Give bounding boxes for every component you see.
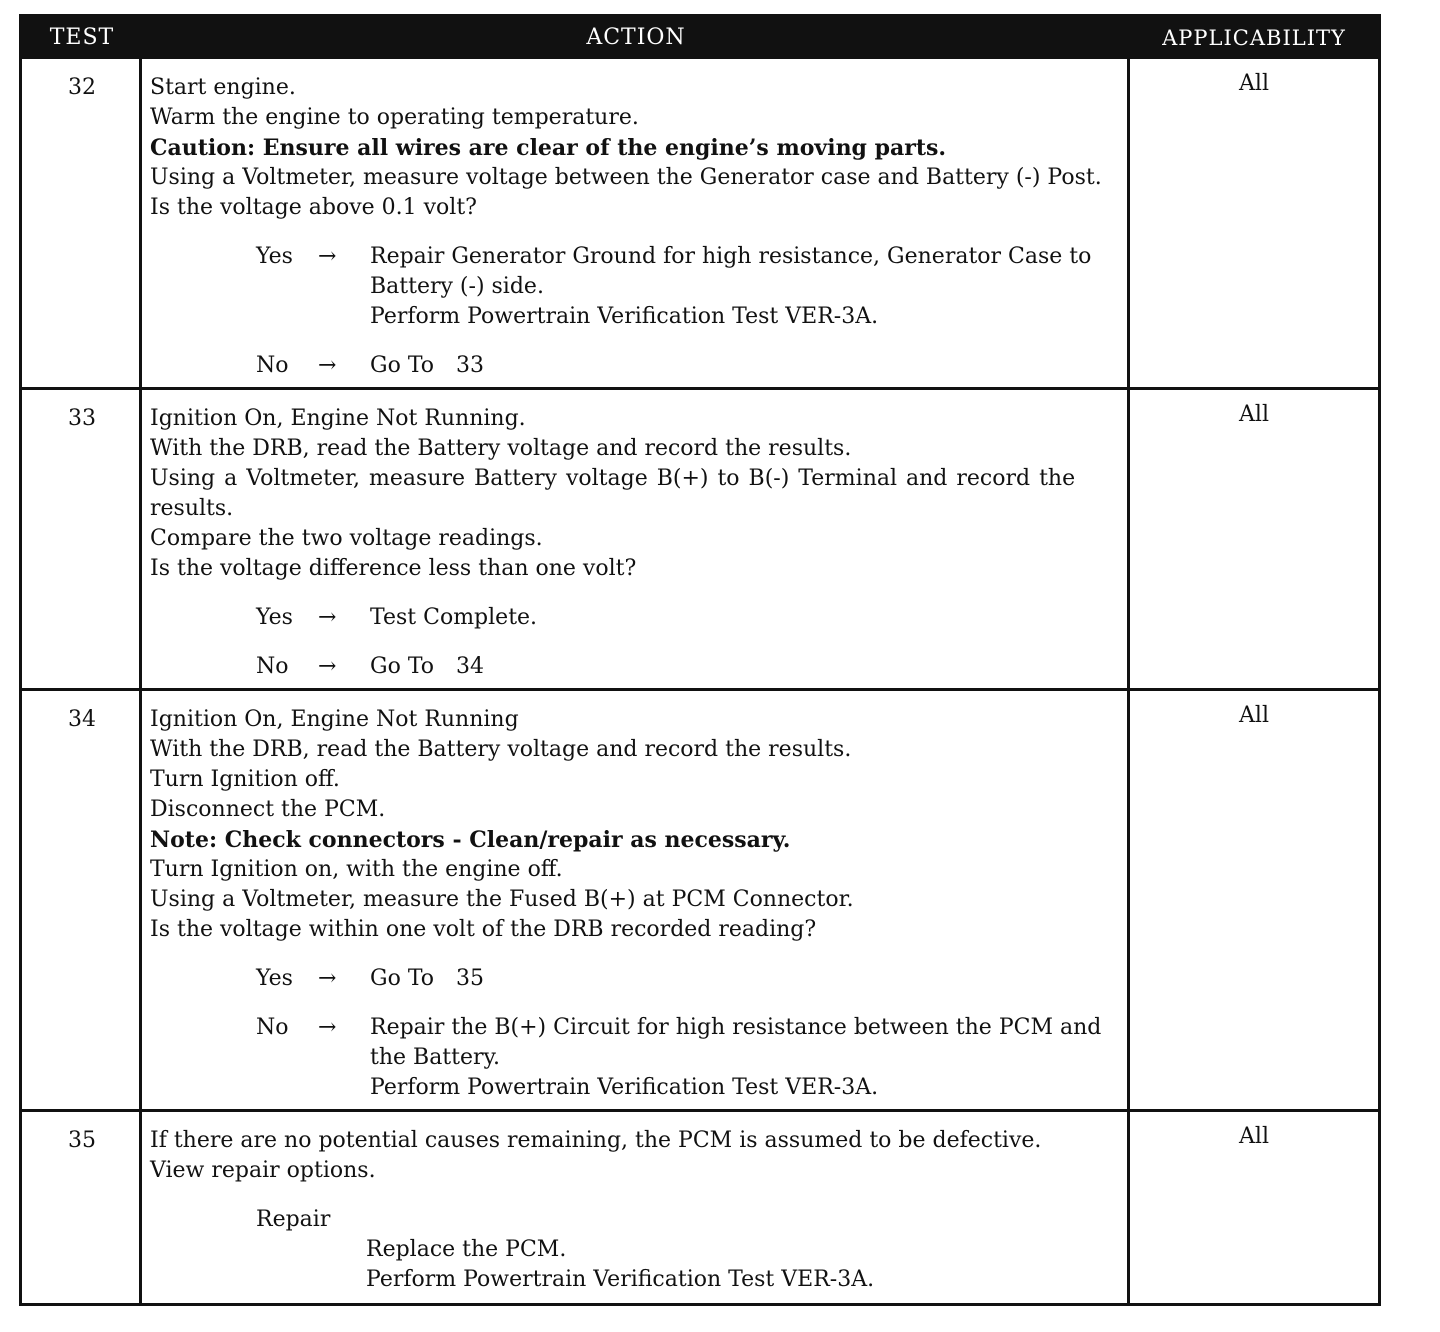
action-cell <box>150 404 1122 682</box>
branch-text: Repair the B(+) Circuit for high resistance between the PCM and <box>370 1015 1102 1040</box>
caution-note: Caution: Ensure all wires are clear of the engine’s moving parts. <box>150 135 947 161</box>
action-cell <box>150 1126 1122 1295</box>
action-step: Using a Voltmeter, measure Battery voltage B(+) to B(-) Terminal and record the <box>150 466 1076 491</box>
yes-branch <box>150 242 1122 332</box>
action-step: Using a Voltmeter, measure the Fused B(+) at PCM Connector. <box>150 887 854 912</box>
action-step: Disconnect the PCM. <box>150 797 386 822</box>
yes-branch <box>150 603 1122 633</box>
applicability-value: All <box>1239 402 1269 427</box>
action-step: With the DRB, read the Battery voltage and record the results. <box>150 737 852 762</box>
goto-test-number: 33 <box>456 353 485 378</box>
branch-text: Test Complete. <box>370 605 538 630</box>
arrow-right-icon: → <box>318 605 337 630</box>
table-row-test-33 <box>22 390 1378 688</box>
no-branch <box>150 1013 1122 1103</box>
action-step: Turn Ignition off. <box>150 767 340 792</box>
action-step: Start engine. <box>150 75 296 100</box>
repair-step: Replace the PCM. <box>366 1237 567 1262</box>
goto-label: Go To <box>370 353 435 378</box>
action-step: Compare the two voltage readings. <box>150 526 543 551</box>
table-row-test-32 <box>22 59 1378 387</box>
no-label: No <box>256 654 289 679</box>
test-number: 33 <box>68 406 96 431</box>
test-number: 34 <box>68 707 96 732</box>
test-number: 35 <box>68 1128 96 1153</box>
arrow-right-icon: → <box>318 1015 337 1040</box>
action-question: Is the voltage within one volt of the DRB recorded reading? <box>150 917 817 942</box>
table-row-test-35 <box>22 1112 1378 1303</box>
header-action: ACTION <box>586 25 686 50</box>
applicability-value: All <box>1239 71 1269 96</box>
no-label: No <box>256 1015 289 1040</box>
branch-text: Battery (-) side. <box>370 274 544 299</box>
action-cell <box>150 705 1122 1103</box>
action-step: Using a Voltmeter, measure voltage between the Generator case and Battery (-) Post. <box>150 165 1102 190</box>
diagnostic-test-table <box>19 14 1381 1306</box>
note: Note: Check connectors - Clean/repair as necessary. <box>150 827 791 853</box>
action-step: Ignition On, Engine Not Running. <box>150 406 526 431</box>
action-step: Turn Ignition on, with the engine off. <box>150 857 563 882</box>
action-step: Warm the engine to operating temperature. <box>150 105 639 130</box>
repair-options <box>150 1205 1122 1295</box>
action-cell <box>150 73 1122 381</box>
branch-text: Perform Powertrain Verification Test VER-3A. <box>370 1075 879 1100</box>
goto-label: Go To <box>370 966 435 991</box>
action-step: results. <box>150 496 234 521</box>
repair-step: Perform Powertrain Verification Test VER-3A. <box>366 1267 875 1292</box>
branch-text: the Battery. <box>370 1045 501 1070</box>
action-step: Ignition On, Engine Not Running <box>150 707 519 732</box>
goto-label: Go To <box>370 654 435 679</box>
header-test: TEST <box>49 25 115 50</box>
branch-text: Perform Powertrain Verification Test VER-3A. <box>370 304 879 329</box>
table-header <box>22 17 1378 59</box>
branch-text: Repair Generator Ground for high resistance, Generator Case to <box>370 244 1092 269</box>
goto-test-number: 34 <box>456 654 485 679</box>
no-label: No <box>256 353 289 378</box>
no-branch <box>150 652 1122 682</box>
arrow-right-icon: → <box>318 244 337 269</box>
applicability-value: All <box>1239 703 1269 728</box>
action-step: With the DRB, read the Battery voltage and record the results. <box>150 436 852 461</box>
action-question: Is the voltage above 0.1 volt? <box>150 195 477 220</box>
arrow-right-icon: → <box>318 654 337 679</box>
yes-label: Yes <box>256 244 293 269</box>
yes-branch <box>150 964 1122 994</box>
table-row-test-34 <box>22 691 1378 1109</box>
test-number: 32 <box>68 75 96 100</box>
repair-label: Repair <box>256 1207 331 1232</box>
action-step: If there are no potential causes remaining, the PCM is assumed to be defective. <box>150 1128 1042 1153</box>
goto-test-number: 35 <box>456 966 485 991</box>
action-step: View repair options. <box>150 1158 376 1183</box>
no-branch <box>150 351 1122 381</box>
applicability-value: All <box>1239 1124 1269 1149</box>
action-question: Is the voltage difference less than one volt? <box>150 556 637 581</box>
yes-label: Yes <box>256 605 293 630</box>
arrow-right-icon: → <box>318 966 337 991</box>
arrow-right-icon: → <box>318 353 337 378</box>
header-applicability: APPLICABILITY <box>1162 26 1346 50</box>
yes-label: Yes <box>256 966 293 991</box>
